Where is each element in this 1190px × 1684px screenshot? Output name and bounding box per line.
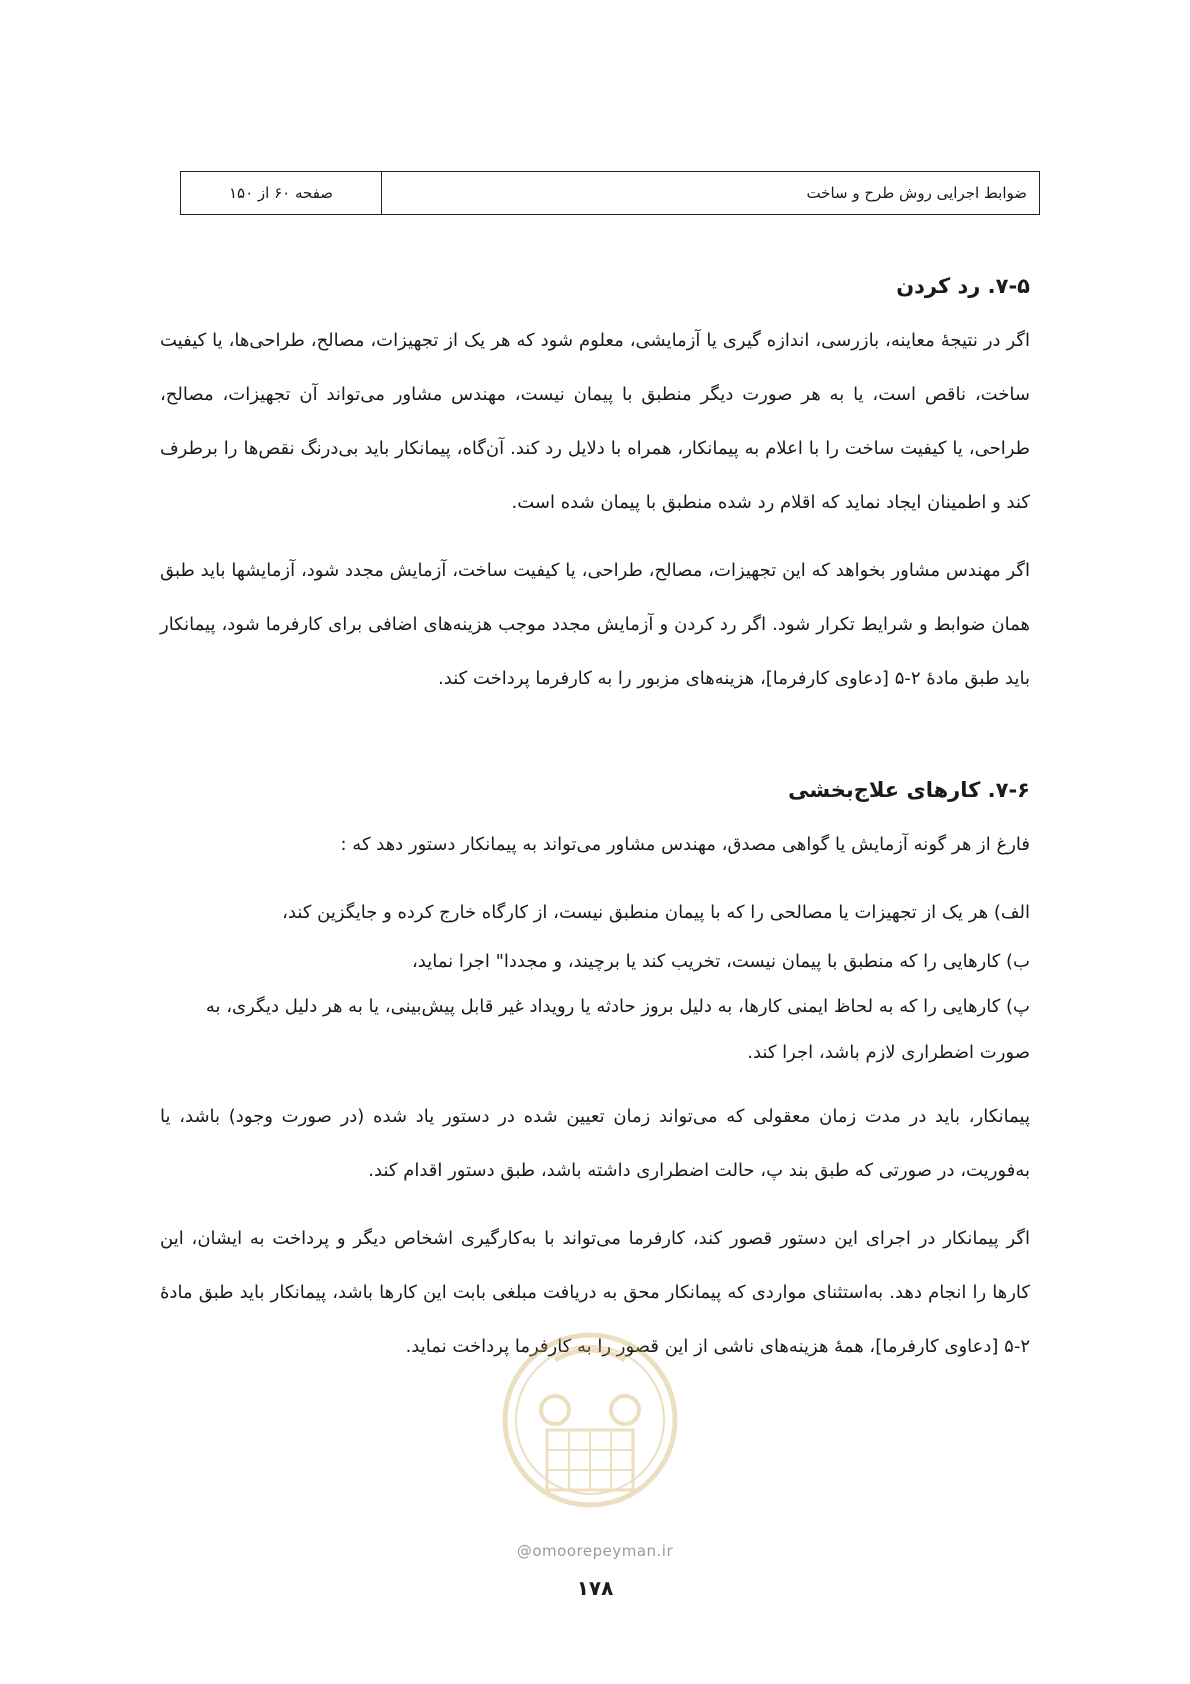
watermark-logo-icon bbox=[495, 1320, 685, 1570]
watermark-site: @omoorepeyman.ir bbox=[516, 1542, 674, 1560]
main-content bbox=[160, 258, 1030, 1374]
paragraph: اگر در نتیجۀ معاینه، بازرسی، اندازه گیری یا آزمایشی، معلوم شود که هر یک از تجهیزات، مصالح، طراحی‌ها، یا کیفیت ساخت، ناقص است، یا به هر صورت دیگر منطبق با پیمان نیست، مهندس مشاور می‌تواند آن تجهیزات، مصالح، طراحی، یا کیفیت ساخت را با اعلام به پیمانکار، همراه با دلایل رد کند. آن‌گاه، پیمانکار باید بی‌درنگ نقص‌ها را برطرف کند و اطمینان ایجاد نماید که اقلام رد شده منطبق با پیمان شده است. bbox=[160, 330, 1030, 513]
page-number: ۱۷۸ bbox=[576, 1576, 614, 1600]
list-item-b: ب) کارهایی را که منطبق با پیمان نیست، تخریب کند یا برچیند، و مجددا" اجرا نماید، bbox=[411, 951, 1030, 972]
document-title: ضوابط اجرایی روش طرح و ساخت bbox=[381, 172, 1039, 214]
list-item-a: الف) هر یک از تجهیزات یا مصالحی را که با پیمان منطبق نیست، از کارگاه خارج کرده و جایگزین کند، bbox=[282, 902, 1030, 923]
paragraph: فارغ از هر گونه آزمایش یا گواهی مصدق، مهندس مشاور می‌تواند به پیمانکار دستور دهد که : bbox=[340, 834, 1030, 855]
page-info: صفحه ۶۰ از ۱۵۰ bbox=[228, 184, 334, 202]
paragraph: اگر مهندس مشاور بخواهد که این تجهیزات، مصالح، طراحی، یا کیفیت ساخت، آزمایش مجدد شود، آزمایشها باید طبق همان ضوابط و شرایط تکرار شود. اگر رد کردن و آزمایش مجدد موجب هزینه‌های اضافی برای کارفرما شود، پیمانکار باید طبق مادۀ ۲-۵ [دعاوی کارفرما]، هزینه‌های مزبور را به کارفرما پرداخت کند. bbox=[160, 560, 1030, 689]
paragraph: اگر پیمانکار در اجرای این دستور قصور کند، کارفرما می‌تواند با به‌کارگیری اشخاص دیگر و پرداخت به ایشان، این کارها را انجام دهد. به‌استثنای مواردی که پیمانکار محق به دریافت مبلغی بابت این کارها باشد، پیمانکار باید طبق مادۀ ۲-۵ [دعاوی کارفرما]، همۀ هزینه‌های ناشی از این قصور را به کارفرما پرداخت نماید. bbox=[160, 1228, 1030, 1357]
list-item-c: پ) کارهایی را که به لحاظ ایمنی کارها، به دلیل بروز حادثه یا رویداد غیر قابل پیش‌بینی، یا به هر دلیل دیگری، به صورت اضطراری لازم باشد، اجرا کند. bbox=[205, 996, 1030, 1063]
paragraph: پیمانکار، باید در مدت زمان معقولی که می‌تواند زمان تعیین شده در دستور یاد شده (در صورت وجود) باشد، یا به‌فوریت، در صورتی که طبق بند پ، حالت اضطراری داشته باشد، طبق دستور اقدام کند. bbox=[160, 1106, 1030, 1181]
section-heading-remedial-work: ۷-۶. کارهای علاج‌بخشی bbox=[788, 778, 1030, 802]
page-header bbox=[180, 171, 1040, 215]
section-heading-rejection: ۷-۵. رد کردن bbox=[896, 274, 1030, 298]
